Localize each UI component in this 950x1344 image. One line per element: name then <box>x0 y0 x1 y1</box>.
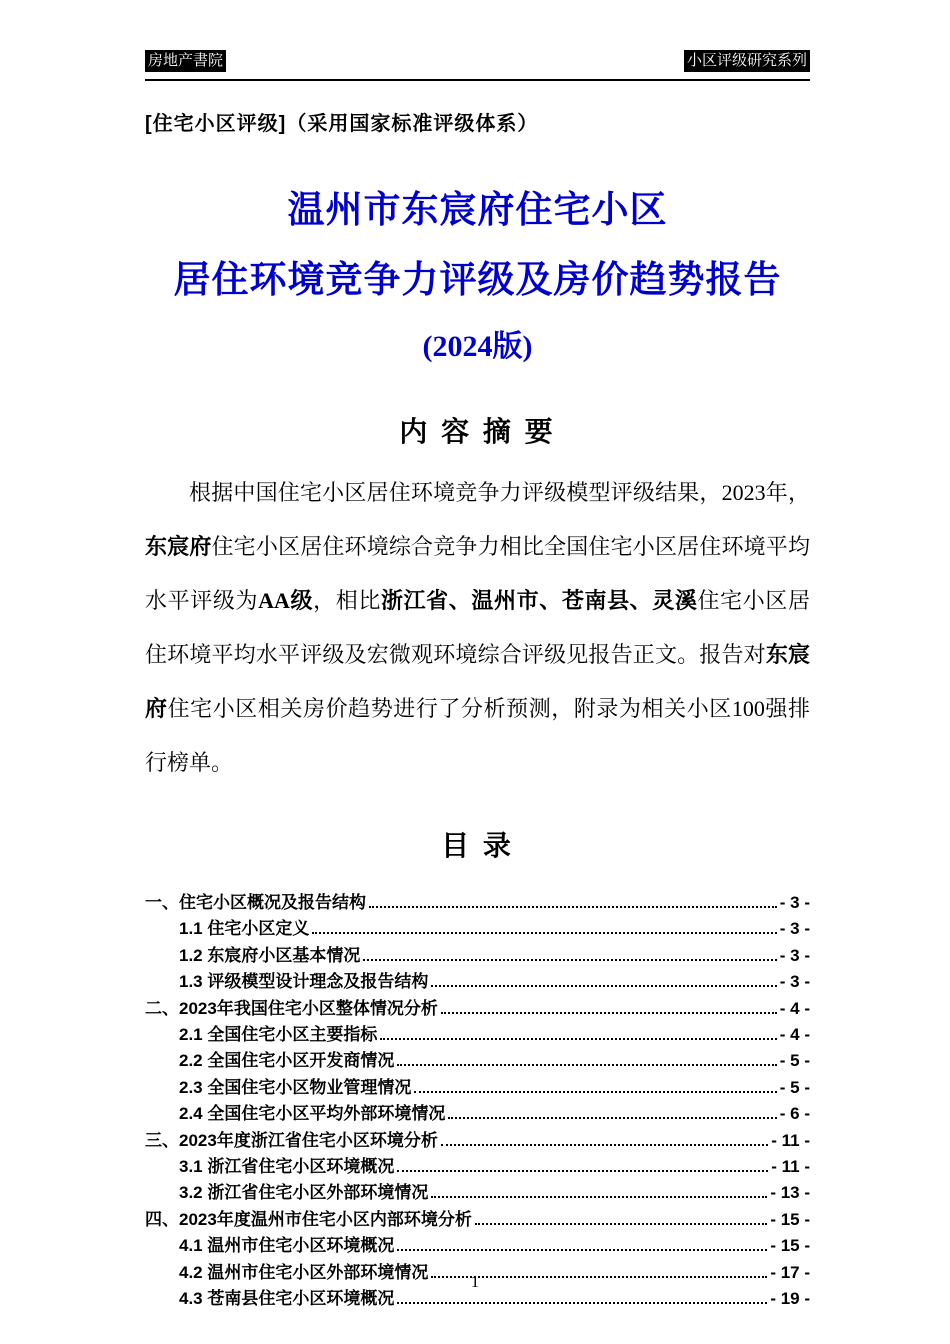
toc-item-label: 4.2 温州市住宅小区外部环境情况 <box>179 1262 429 1282</box>
toc-item-label: 2.2 全国住宅小区开发商情况 <box>179 1051 395 1071</box>
summary-segment: ，相比 <box>313 588 381 613</box>
toc-item[interactable] <box>145 1022 810 1048</box>
toc-leader <box>475 1223 767 1225</box>
toc-item[interactable] <box>145 916 810 942</box>
toc-item[interactable] <box>145 1207 810 1233</box>
toc-item[interactable] <box>145 1101 810 1127</box>
toc-item-page: - 5 - <box>779 1051 810 1071</box>
report-title-line1: 温州市东宸府住宅小区 <box>287 190 668 231</box>
toc-item[interactable] <box>145 1048 810 1074</box>
toc-item-label: 1.3 评级模型设计理念及报告结构 <box>179 972 429 992</box>
toc-item-page: - 3 - <box>779 919 810 939</box>
toc-item-page: - 11 - <box>771 1157 810 1177</box>
header-right-tag: 小区评级研究系列 <box>684 50 810 72</box>
toc-item-label: 4.3 苍南县住宅小区环境概况 <box>179 1289 395 1309</box>
summary-segment-bold: 浙江省、温州市、苍南县、灵溪 <box>380 588 698 613</box>
toc-item-page: - 15 - <box>770 1209 810 1229</box>
report-title-block <box>145 176 810 376</box>
toc-item[interactable] <box>145 1075 810 1101</box>
report-title-line2: 居住环境竞争力评级及房价趋势报告 <box>173 260 782 301</box>
summary-heading: 内 容 摘 要 <box>399 416 556 447</box>
toc-item-label: 三、2023年度浙江省住宅小区环境分析 <box>145 1130 438 1150</box>
toc-item[interactable] <box>145 1128 810 1154</box>
summary-segment-bold: 东宸府 <box>145 534 212 559</box>
toc-item-label: 3.1 浙江省住宅小区环境概况 <box>179 1157 395 1177</box>
toc-item[interactable] <box>145 890 810 916</box>
toc-item-label: 2.1 全国住宅小区主要指标 <box>179 1025 378 1045</box>
toc-item-label: 3.2 浙江省住宅小区外部环境情况 <box>179 1183 429 1203</box>
summary-segment: 住宅小区相关房价趋势进行了分析预测，附录为相关小区100强排行榜单。 <box>145 696 810 775</box>
toc-leader <box>441 1012 777 1014</box>
toc-item-label: 1.1 住宅小区定义 <box>179 919 310 939</box>
toc-item[interactable] <box>145 996 810 1022</box>
toc-item-label: 四、2023年度温州市住宅小区内部环境分析 <box>145 1209 472 1229</box>
toc-leader <box>312 932 776 934</box>
toc-leader <box>441 1144 768 1146</box>
toc-item-page: - 19 - <box>770 1289 810 1309</box>
toc-item-label: 二、2023年我国住宅小区整体情况分析 <box>145 998 438 1018</box>
toc-item-label: 1.2 东宸府小区基本情况 <box>179 945 361 965</box>
toc-leader <box>448 1117 776 1119</box>
toc-item[interactable] <box>145 969 810 995</box>
toc-item-page: - 5 - <box>779 1077 810 1097</box>
toc-leader <box>397 1170 768 1172</box>
toc-item-page: - 4 - <box>779 998 810 1018</box>
toc-leader <box>431 1196 767 1198</box>
toc-item-page: - 17 - <box>770 1262 810 1282</box>
toc-item-page: - 11 - <box>771 1130 810 1150</box>
toc-leader <box>397 1302 767 1304</box>
page-number: 1 <box>470 1272 480 1291</box>
summary-segment: 住宅小区居住环境综合竞争力相比全国住宅小区居住环境平均水平评级为 <box>145 534 810 613</box>
summary-segment-bold: AA级 <box>258 588 314 613</box>
toc-item-label: 2.4 全国住宅小区平均外部环境情况 <box>179 1104 446 1124</box>
report-edition: (2024版) <box>422 330 533 363</box>
toc-item-page: - 6 - <box>779 1104 810 1124</box>
toc-leader <box>369 906 777 908</box>
toc-leader <box>397 1064 776 1066</box>
toc-item-label: 2.3 全国住宅小区物业管理情况 <box>179 1077 412 1097</box>
table-of-contents <box>145 890 810 1313</box>
toc-leader <box>431 985 776 987</box>
toc-item-label: 4.1 温州市住宅小区环境概况 <box>179 1236 395 1256</box>
toc-item[interactable] <box>145 1154 810 1180</box>
summary-segment-bold: 东宸府 <box>145 642 810 721</box>
summary-segment: 住宅小区居住环境平均水平评级及宏微观环境综合评级见报告正文。报告对 <box>145 588 810 667</box>
toc-leader <box>363 959 776 961</box>
toc-heading: 目 录 <box>441 830 514 861</box>
toc-item-page: - 15 - <box>770 1236 810 1256</box>
toc-item-page: - 3 - <box>779 945 810 965</box>
toc-leader <box>380 1038 776 1040</box>
toc-item[interactable] <box>145 1233 810 1259</box>
header-left-tag: 房地产書院 <box>145 50 226 72</box>
header-divider <box>145 79 810 81</box>
toc-leader <box>397 1249 767 1251</box>
summary-segment: 根据中国住宅小区居住环境竞争力评级模型评级结果，2023年， <box>189 480 810 505</box>
toc-item-page: - 4 - <box>779 1025 810 1045</box>
toc-item[interactable] <box>145 1180 810 1206</box>
toc-leader <box>414 1091 776 1093</box>
toc-item-page: - 13 - <box>770 1183 810 1203</box>
page-header <box>145 50 810 72</box>
toc-item[interactable] <box>145 943 810 969</box>
toc-item-page: - 3 - <box>779 972 810 992</box>
toc-item-label: 一、住宅小区概况及报告结构 <box>145 893 366 912</box>
doc-subtitle: [住宅小区评级]（采用国家标准评级体系） <box>145 113 539 135</box>
summary-paragraph <box>145 466 810 790</box>
toc-item-page: - 3 - <box>779 893 810 912</box>
